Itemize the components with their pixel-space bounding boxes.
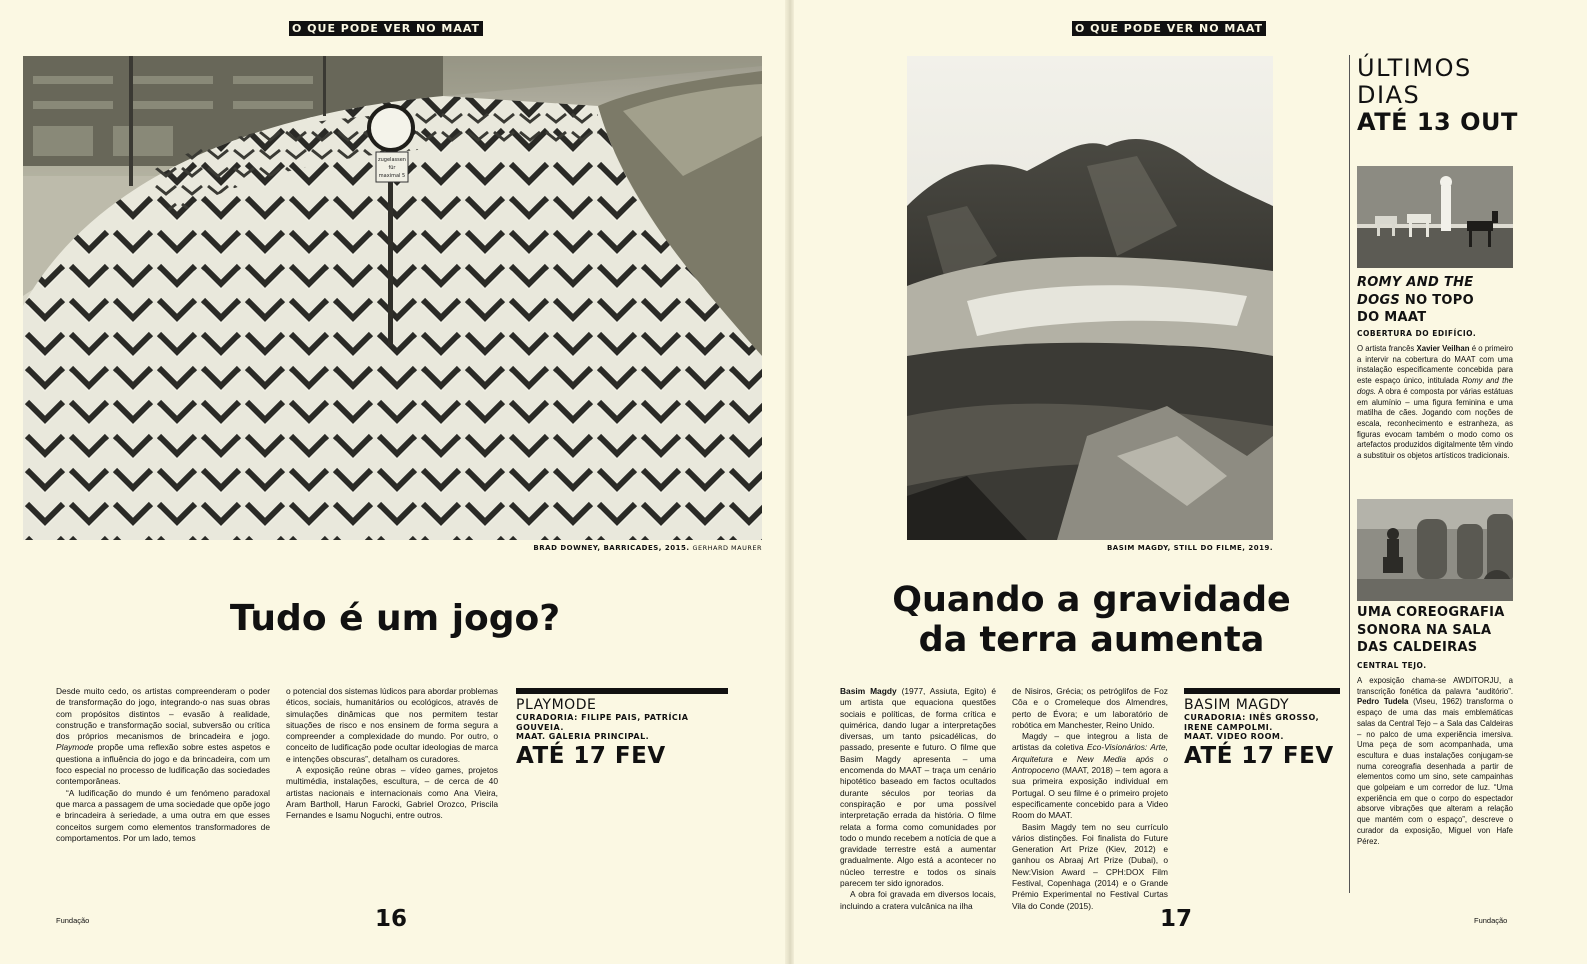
- right-headline: [874, 580, 1309, 661]
- right-col2-p2a: Magdy – que integrou a lista de artistas da coletiva: [1012, 731, 1168, 753]
- romy-dogs-body: [1357, 344, 1513, 462]
- barricades-photo: [23, 56, 762, 540]
- left-col1-p1: Desde muito cedo, os artistas compreenderam o poder de transformação do jogo, integrando-o nas suas obras com propósitos distintos – evasão à realidade, construção e transformação social, subversão ou crítica dos próprios mecanismos de brincadeira e jogo.: [56, 686, 270, 742]
- central-tejo-illustration: [1357, 499, 1513, 601]
- sidebar-title-date: ATÉ 13 OUT: [1357, 108, 1518, 136]
- playmode-infobox: [516, 688, 728, 770]
- right-page-number: 17: [1160, 906, 1193, 932]
- right-col1-p1: (1977, Assiuta, Egito) é um artista que equaciona questões sociais e políticas, de forma crítica e quimérica, dando lugar a interpretações diversas, um tanto psicadélicas, do passado, presente e futuro. O filme que Basim Magdy apresenta – uma encomenda do MAAT – traça um cenário hipotético baseado em factos ocultados durante séculos por teorias da conspiração e por uma possível interpretação errada da história. O filme relata a forma como comunidades por todo o mundo recebem a notícia de que a gravidade terrestre está a aumentar gradualmente. Algo está a acontecer no núcleo terrestre e todos os sinais parecem ter sido ignorados.: [840, 686, 997, 889]
- infobox-venue: MAAT. GALERIA PRINCIPAL.: [516, 732, 650, 741]
- romy-dogs-photo: [1357, 166, 1513, 268]
- infobox-date-right: ATÉ 17 FEV: [1184, 742, 1334, 769]
- right-headline-line-2: da terra aumenta: [918, 620, 1265, 661]
- sign-line-1: zugelassen: [378, 157, 406, 163]
- romy-heading-italic-1: ROMY AND THE: [1357, 275, 1474, 290]
- sign-line-2: für: [388, 165, 396, 171]
- left-caption-credit: GERHARD MAURER: [692, 544, 762, 552]
- left-body-col-2: [286, 686, 498, 822]
- left-caption-text: BRAD DOWNEY, BARRICADES, 2015.: [533, 544, 690, 552]
- coreografia-body-a: A exposição chama-se AWDITORJU, a transcrição fonética da palavra “auditório”.: [1357, 676, 1513, 696]
- spine-gutter: [785, 0, 794, 964]
- left-footer-brand: Fundação: [56, 916, 90, 925]
- sidebar-divider: [1349, 55, 1350, 893]
- right-footer-brand: Fundação: [1474, 916, 1508, 925]
- romy-body-b: é o primeiro a intervir na cobertura do MAAT com uma instalação especificamente concebida para este espaço único, intitulada: [1357, 344, 1513, 386]
- romy-dogs-heading: [1357, 274, 1517, 327]
- infobox-date: ATÉ 17 FEV: [516, 742, 666, 769]
- coreografia-heading-3: DAS CALDEIRAS: [1357, 640, 1478, 655]
- right-page: [794, 0, 1587, 964]
- sign-line-3: maximal 5: [378, 173, 406, 179]
- section-label: O QUE PODE VER NO MAAT: [289, 21, 483, 36]
- romy-body-c: A obra é composta por várias estátuas em alumínio – uma figura feminina e uma matilha de cães. Jogando com noções de escala, reconhecimento e estranheza, as figuras evocam também o modo como os artefactos produzidos digitalmente têm vindo a substituir os objetos artísticos tradicionais.: [1357, 386, 1513, 461]
- right-col1-artist-name: Basim Magdy: [840, 686, 897, 696]
- barricades-illustration: [23, 56, 762, 540]
- coreografia-heading-2: SONORA NA SALA: [1357, 622, 1492, 638]
- coreografia-heading-1: UMA COREOGRAFIA: [1357, 605, 1505, 620]
- sidebar-title-line-1: ÚLTIMOS: [1357, 54, 1472, 82]
- left-col1-p2: “A ludificação do mundo é um fenómeno paradoxal que marca a passagem de uma sociedade que opõe jogo e brincadeira à seriedade, a uma outra em que esses conceitos surgem como elementos transformadores de comportamentos. Por um lado, temos: [56, 787, 270, 843]
- left-page-number: 16: [375, 906, 408, 932]
- coreografia-heading: [1357, 604, 1517, 657]
- right-col2-exhibition-title: Eco-Visionários: Arte, Arquitetura e New Media após o Antropoceno: [1012, 742, 1168, 776]
- sidebar-title-line-2: DIAS: [1357, 81, 1421, 109]
- coreografia-location: CENTRAL TEJO.: [1357, 661, 1427, 670]
- left-body-col-1: [56, 686, 270, 844]
- right-col2-p2b: (MAAT, 2018) – tem agora a sua primeira exposição individual em Portugal. O seu filme é o primeiro projeto especificamente concebido para a Video Room do MAAT.: [1012, 765, 1168, 821]
- infobox-curators-1: CURADORIA: INÊS GROSSO,: [1184, 713, 1320, 722]
- romy-heading-rest-1: NO TOPO: [1404, 292, 1474, 308]
- left-page: [0, 0, 785, 964]
- romy-body-artist: Xavier Veilhan: [1416, 344, 1470, 353]
- infobox-title-right: BASIM MAGDY: [1184, 697, 1290, 713]
- infobox-venue-right: MAAT. VIDEO ROOM.: [1184, 732, 1284, 741]
- right-col2-p3: Basim Magdy tem no seu currículo vários distinções. Foi finalista do Future Generation Art Prize (Kiev, 2012) e ganhou os Abraaj Art Prize (Dubai), o New:Vision Award – CPH:DOX Film Festival, Copenhaga (2014) e o Grande Prémio Experimental no Festival Curtas Vila do Conde (2015).: [1012, 821, 1168, 911]
- romy-body-a: O artista francês: [1357, 344, 1415, 353]
- right-col2-p1: de Nisiros, Grécia; os petróglifos de Foz Côa e o Cromeleque dos Almendres, perto de Évora; e um laboratório de robótica em Manchester, Reino Unido.: [1012, 686, 1168, 730]
- left-col1-p1b: propõe uma reflexão sobre estes aspetos e questiona a influência do jogo e da brincadeira, com um foco especial no processo de ludificação das sociedades contemporâneas.: [56, 742, 270, 787]
- basim-magdy-film-still: [907, 56, 1273, 540]
- right-headline-line-1: Quando a gravidade: [892, 580, 1291, 620]
- volcano-illustration: [907, 56, 1273, 540]
- central-tejo-photo: [1357, 499, 1513, 601]
- coreografia-body-artist: Pedro Tudela: [1357, 697, 1409, 707]
- left-headline: Tudo é um jogo?: [229, 598, 561, 639]
- left-col2-p2: A exposição reúne obras – vídeo games, projetos multimédia, instalações, escultura, – de cerca de 40 artistas nacionais e internacionais como Ana Vieira, Aram Bartholl, Harun Farocki, Gabriel Orozco, Priscila Fernandes e Isamu Noguchi, entre outros.: [286, 765, 498, 821]
- coreografia-body-b: (Viseu, 1962) transforma o espaço de uma das mais emblemáticas salas da Central Tejo – a Sala das Caldeiras – no palco de uma experiência imersiva. Uma peça de som acompanhada, uma escultura e duas instalações conjugam-se numa coreografia desenhada a partir de elementos como um sino, sete campainhas que golpeiam e um corredor de luz. “Uma experiência em que o corpo do espectador absorve vibrações que alteram a relação que mantém com o espaço”, descreve o curador da exposição, Miguel von Hafe Pérez.: [1357, 697, 1514, 846]
- right-col1-p2: A obra foi gravada em diversos locais, incluindo a cratera vulcânica na ilha: [840, 889, 996, 911]
- romy-heading-rest-2: DO MAAT: [1357, 310, 1427, 325]
- infobox-curators-2: IRENE CAMPOLMI.: [1184, 722, 1273, 732]
- coreografia-body: [1357, 676, 1513, 847]
- romy-dogs-illustration: [1357, 166, 1513, 268]
- left-photo-caption: [480, 544, 762, 552]
- sidebar-title: [1357, 55, 1518, 136]
- basim-magdy-infobox: [1184, 688, 1340, 770]
- right-body-col-2: [1012, 686, 1168, 912]
- left-col1-italic: Playmode: [56, 742, 94, 753]
- infobox-curators: CURADORIA: FILIPE PAIS, PATRÍCIA GOUVEIA.: [516, 713, 689, 732]
- left-col2-p1: o potencial dos sistemas lúdicos para abordar problemas éticos, sociais, humanitários ou ecológicos, através de simulações dinâmicas que nos permitem testar situações de risco e nos ensinem de forma segura a compreender a complexidade do mundo. Por outro, o conceito de ludificação pode ocultar ideologias de marca e intenções obscuras”, detalham os curadores.: [286, 686, 498, 764]
- romy-heading-italic-2: DOGS: [1357, 292, 1401, 308]
- romy-body-title: Romy and the dogs.: [1357, 376, 1513, 396]
- romy-dogs-location: COBERTURA DO EDIFÍCIO.: [1357, 329, 1477, 338]
- right-body-col-1: [840, 686, 996, 912]
- right-photo-caption: BASIM MAGDY, STILL DO FILME, 2019.: [1106, 544, 1273, 552]
- section-label-right: O QUE PODE VER NO MAAT: [1072, 21, 1266, 36]
- infobox-title: PLAYMODE: [516, 697, 597, 713]
